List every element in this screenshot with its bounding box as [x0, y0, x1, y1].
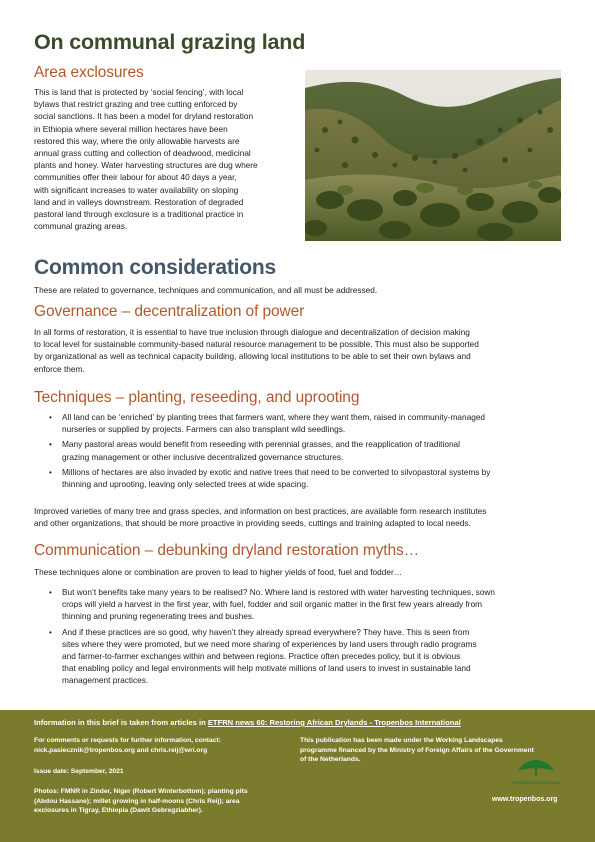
page-title: On communal grazing land [34, 30, 306, 54]
footer [0, 710, 595, 842]
tree-logo-icon [512, 757, 560, 787]
governance-heading: Governance – decentralization of power [34, 303, 305, 320]
bullet-icon: • [49, 412, 52, 422]
bullet-icon: • [49, 626, 52, 637]
communication-list [34, 586, 561, 690]
area-exclosures-heading: Area exclosures [34, 64, 144, 81]
tropenbos-logo [512, 757, 560, 787]
list-item: • Millions of hectares are also invaded by exotic and native trees that need to be converted to silvopastoral systems by thinning and uprooting, leaving only selected trees at wide spacing. [49, 466, 491, 490]
communication-intro: These techniques alone or combination are proven to lead to higher yields of food, fuel and fodder… [34, 567, 403, 577]
common-considerations-intro: These are related to governance, techniques and communication, and all must be addressed. [34, 285, 378, 295]
list-item: • All land can be ‘enriched’ by planting trees that farmers want, where they want them, raised in community-managed nurseries or supplied by projects. Farmers can also transplant wild seedlings. [49, 412, 486, 435]
communication-heading: Communication – debunking dryland restoration myths… [34, 542, 420, 559]
list-item: • But won’t benefits take many years to be realised? No. Where land is restored with water harvesting techniques, sown crops will yield a harvest in the first year, with fuel, fodder and soil organic matter in the first few years already from thinning and pruning regenerating trees and bushes. [49, 587, 496, 622]
techniques-after-text: Improved varieties of many tree and grass species, and information on best practices, are available form research institutes and other organizations, that should be more proactive in providing seeds, cuttings and training adapted to local needs. [34, 506, 487, 529]
area-exclosure-photo [305, 70, 561, 241]
techniques-heading: Techniques – planting, reseeding, and uprooting [34, 389, 360, 406]
source-link[interactable]: ETFRN news 60: Restoring African Drylands - Tropenbos International [207, 718, 461, 727]
footer-issue-date: Issue date: September, 2021 [34, 768, 124, 775]
techniques-list [34, 411, 561, 493]
footer-source-line: Information in this brief is taken from articles in ETFRN news 60: Restoring African Drylands - Tropenbos International [34, 718, 461, 727]
footer-photo-credits: Photos: FMNR in Zinder, Niger (Robert Winterbottom); planting pits (Abdou Hassane); millet growing in half-moons (Chris Reij); area exclosures in Tigray, Ethiopia (Dawit Gebregziabher). [34, 788, 248, 815]
footer-contact: For comments or requests for further information, contact: nick.pasiecznik@tropenbos.org and chris.reij@wri.org [34, 737, 221, 754]
footer-publication-note: This publication has been made under the Working Landscapes programme financed by the Ministry of Foreign Affairs of the Government of the Netherlands. [300, 737, 534, 764]
list-item: • And if these practices are so good, why haven’t they already spread everywhere? They have. This is seen from sites where they were promoted, but we need more sharing of experiences by land users through radio programs and farmer-to-farmer exchanges within and between regions. Practice often precedes policy, but it is obvious that enabling policy and legal environments will help motivate millions of land users to invest in sustainable land management practices. [49, 626, 477, 686]
landscape-photo-illustration [305, 70, 561, 241]
website-link[interactable]: www.tropenbos.org [492, 796, 558, 803]
svg-text:TROPENBOS INTERNATIONAL: TROPENBOS INTERNATIONAL [512, 781, 560, 785]
bullet-icon: • [49, 587, 52, 597]
bullet-icon: • [49, 439, 52, 450]
governance-text: In all forms of restoration, it is essential to have true inclusion through dialogue and decentralization of decision making to local level for sustainable community-based natural resource management to be possible. This must also be supported by organizational as well as technical capacity building, allowing local institutions to be able to set their own bylaws and enforce them. [34, 327, 479, 374]
area-exclosures-text: This is land that is protected by ‘social fencing’, with local bylaws that restrict grazing and tree cutting enforced by social sanctions. It has been a model for dryland restoration in Ethiopia where several million hectares have been restored this way, where the only allowable harvests are annual grass cutting and collection of deadwood, medicinal plants and honey. Water harvesting structures are dug where communities offer their labour for about 40 days a year, with significant increases to water availability on sloping land and in valleys downstream. Restoration of degraded pastoral land through exclosure is a traditional practice in communal grazing areas. [34, 87, 258, 232]
list-item: • Many pastoral areas would benefit from reseeding with perennial grasses, and the reapplication of traditional grazing management or other inclusive decentralized governance structures. [49, 439, 461, 462]
bullet-icon: • [49, 466, 52, 477]
common-considerations-heading: Common considerations [34, 256, 276, 279]
